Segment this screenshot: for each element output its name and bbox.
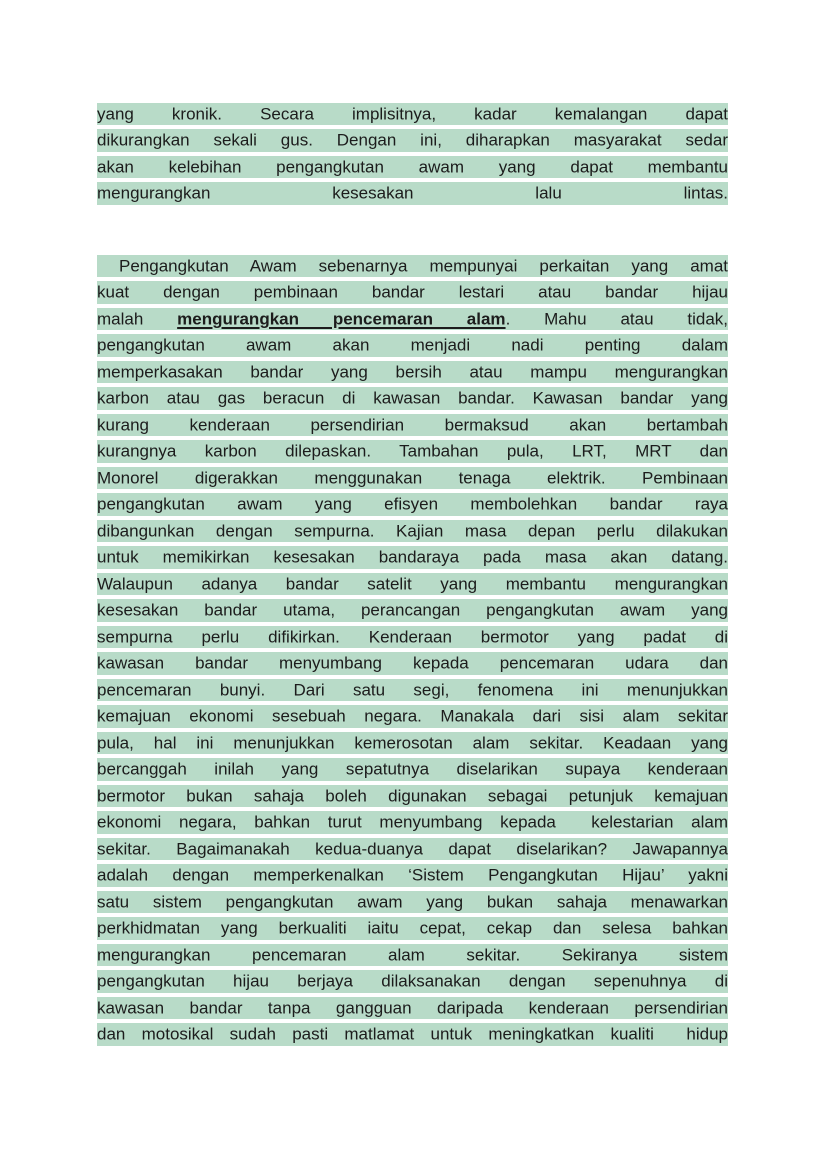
- text-segment: ekonomi negara, bahkan turut menyumbang kepada kelestarian alam: [97, 812, 728, 832]
- text-segment: Monorel digerakkan menggunakan tenaga elektrik. Pembinaan: [97, 468, 728, 487]
- text-line: [97, 598, 728, 625]
- text-segment: pula, hal ini menunjukkan kemerosotan alam sekitar. Keadaan yang: [97, 733, 728, 752]
- highlighted-text: [97, 811, 728, 834]
- text-segment: karbon atau gas beracun di kawasan bandar. Kawasan bandar yang: [97, 388, 728, 408]
- text-line: [97, 783, 728, 810]
- text-segment: Pengangkutan Awam sebenarnya mempunyai perkaitan yang amat: [97, 256, 728, 275]
- text-segment: pencemaran bunyi. Dari satu segi, fenomena ini menunjukkan: [97, 680, 728, 699]
- text-line: [97, 386, 728, 413]
- text-line: [97, 995, 728, 1022]
- highlighted-text: [97, 361, 728, 384]
- text-segment: kuat dengan pembinaan bandar lestari atau bandar hijau: [97, 282, 728, 302]
- highlighted-text: [97, 626, 728, 649]
- text-line: [97, 916, 728, 943]
- text-segment: mengurangkan kesesakan lalu lintas.: [97, 183, 728, 203]
- highlighted-text: [97, 255, 728, 278]
- text-segment: kesesakan bandar utama, perancangan pengangkutan awam yang: [97, 600, 728, 620]
- text-line: [97, 465, 728, 492]
- highlighted-text: [97, 1023, 728, 1046]
- text-line: [97, 651, 728, 678]
- highlighted-text: [97, 705, 728, 728]
- text-segment: satu sistem pengangkutan awam yang bukan sahaja menawarkan: [97, 892, 728, 911]
- text-segment: kurang kenderaan persendirian bermaksud akan bertambah: [97, 415, 728, 434]
- text-segment: kemajuan ekonomi sesebuah negara. Manakala dari sisi alam sekitar: [97, 706, 728, 726]
- highlighted-text: [97, 838, 728, 861]
- text-line: [97, 810, 728, 837]
- highlighted-text: [97, 864, 728, 887]
- text-segment: kawasan bandar menyumbang kepada pencemaran udara dan: [97, 653, 728, 673]
- text-segment: akan kelebihan pengangkutan awam yang dapat membantu: [97, 157, 728, 176]
- text-line: [97, 101, 728, 128]
- text-line: [97, 730, 728, 757]
- text-content: [97, 101, 728, 1048]
- highlighted-text: [97, 573, 728, 596]
- text-line: [97, 624, 728, 651]
- highlighted-text: [97, 414, 728, 437]
- highlighted-text: [97, 917, 728, 940]
- highlighted-text: [97, 679, 728, 702]
- text-line: [97, 836, 728, 863]
- text-segment: memperkasakan bandar yang bersih atau mampu mengurangkan: [97, 362, 728, 381]
- highlighted-text: [97, 440, 728, 463]
- text-line: [97, 128, 728, 155]
- text-segment: pengangkutan awam akan menjadi nadi penting dalam: [97, 335, 728, 355]
- text-line: [97, 412, 728, 439]
- text-line: [97, 1022, 728, 1049]
- text-line: [97, 181, 728, 208]
- highlighted-text: [97, 970, 728, 993]
- text-segment: mengurangkan pencemaran alam sekitar. Sekiranya sistem: [97, 945, 728, 964]
- highlighted-text: [97, 334, 728, 357]
- paragraph-pengangkutan-awam: [97, 253, 728, 1048]
- text-segment: dikurangkan sekali gus. Dengan ini, diharapkan masyarakat sedar: [97, 130, 728, 150]
- highlighted-text: [97, 103, 728, 126]
- text-segment: yang kronik. Secara implisitnya, kadar kemalangan dapat: [97, 104, 728, 123]
- text-line: [97, 154, 728, 181]
- text-line: [97, 942, 728, 969]
- text-segment: untuk memikirkan kesesakan bandaraya pada masa akan datang.: [97, 547, 728, 567]
- highlighted-text: [97, 997, 728, 1020]
- highlighted-text: [97, 129, 728, 152]
- highlighted-text: [97, 281, 728, 304]
- highlighted-text: [97, 652, 728, 675]
- highlighted-text: [97, 156, 728, 179]
- highlighted-text: [97, 493, 728, 516]
- text-segment: bercanggah inilah yang sepatutnya diselarikan supaya kenderaan: [97, 759, 728, 779]
- text-line: [97, 253, 728, 280]
- highlighted-text: [97, 758, 728, 781]
- highlighted-text: [97, 891, 728, 914]
- text-segment: kawasan bandar tanpa gangguan daripada kenderaan persendirian: [97, 998, 728, 1017]
- highlighted-text: [97, 599, 728, 622]
- text-line: [97, 280, 728, 307]
- highlighted-text: [97, 182, 728, 205]
- highlighted-text: [97, 467, 728, 490]
- highlighted-text: [97, 546, 728, 569]
- highlighted-text: [97, 308, 728, 331]
- text-line: [97, 545, 728, 572]
- text-segment: sempurna perlu difikirkan. Kenderaan bermotor yang padat di: [97, 627, 728, 646]
- text-segment: pengangkutan awam yang efisyen membolehkan bandar raya: [97, 494, 728, 514]
- highlighted-text: [97, 520, 728, 543]
- text-line: [97, 306, 728, 333]
- text-line: [97, 359, 728, 386]
- text-segment: dibangunkan dengan sempurna. Kajian masa depan perlu dilakukan: [97, 521, 728, 540]
- highlighted-text: [97, 387, 728, 410]
- text-segment: perkhidmatan yang berkualiti iaitu cepat, cekap dan selesa bahkan: [97, 918, 728, 938]
- bold-underline-phrase: mengurangkan pencemaran alam: [177, 309, 506, 328]
- text-line: [97, 492, 728, 519]
- text-line: [97, 969, 728, 996]
- text-segment: sekitar. Bagaimanakah kedua-duanya dapat diselarikan? Jawapannya: [97, 839, 728, 858]
- text-segment: dan motosikal sudah pasti matlamat untuk meningkatkan kualiti hidup: [97, 1024, 728, 1044]
- text-line: [97, 571, 728, 598]
- highlighted-text: [97, 785, 728, 808]
- text-line: [97, 704, 728, 731]
- text-line: [97, 889, 728, 916]
- text-segment: pengangkutan hijau berjaya dilaksanakan dengan sepenuhnya di: [97, 971, 728, 991]
- text-segment: bermotor bukan sahaja boleh digunakan sebagai petunjuk kemajuan: [97, 786, 728, 805]
- text-line: [97, 518, 728, 545]
- text-line: [97, 439, 728, 466]
- highlighted-text: [97, 944, 728, 967]
- paragraph-continuation: [97, 101, 728, 207]
- text-segment: adalah dengan memperkenalkan ‘Sistem Pengangkutan Hijau’ yakni: [97, 865, 728, 885]
- text-line: [97, 677, 728, 704]
- text-segment: malah: [97, 309, 178, 328]
- text-segment: kurangnya karbon dilepaskan. Tambahan pula, LRT, MRT dan: [97, 441, 728, 461]
- text-segment: . Mahu atau tidak,: [505, 309, 729, 328]
- text-line: [97, 757, 728, 784]
- text-line: [97, 333, 728, 360]
- text-line: [97, 863, 728, 890]
- highlighted-text: [97, 732, 728, 755]
- text-segment: Walaupun adanya bandar satelit yang membantu mengurangkan: [97, 574, 728, 593]
